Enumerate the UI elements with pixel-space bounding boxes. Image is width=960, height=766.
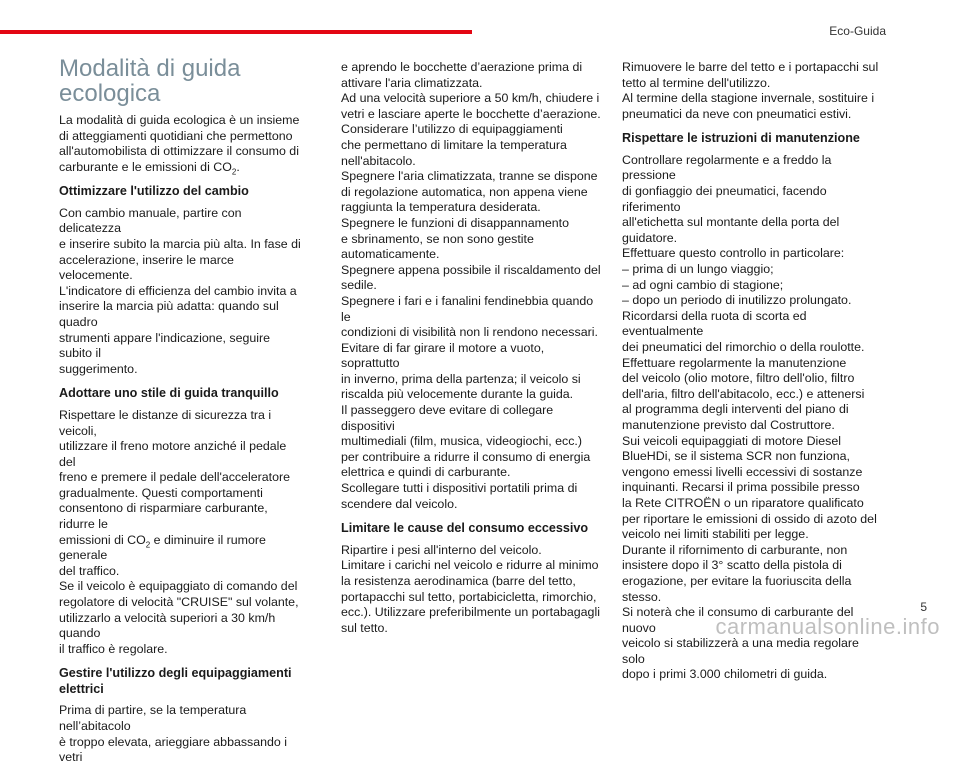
intro-paragraph — [59, 113, 305, 175]
intro-end: . — [236, 159, 240, 174]
paragraph-gearbox: Con cambio manuale, partire con delicatezza e inserire subito la marcia più alta. In fase di accelerazione, inserire le marce velocemente. L'indicatore di efficienza del cambio invita a inserire la marcia più adatta: quando sul quadro strumenti appare l'indicazione, seguire subito il suggerimento. — [59, 205, 301, 376]
watermark: carmanualsonline.info — [715, 614, 940, 639]
driving-style-text-b: e diminuire il rumore generale del traffico. Se il veicolo è equipaggiato di comando del regolatore di velocità "CRUISE" sul volante, utilizzarlo a velocità superiori a 30 km/h quando il traffico è regolare. — [59, 532, 299, 656]
heading-electrical-equipment: Gestire l'utilizzo degli equipaggiamenti elettrici — [59, 666, 292, 696]
paragraph-electrical-continued: e aprendo le bocchette d’aerazione prima di attivare l'aria climatizzata. Ad una velocità superiore a 50 km/h, chiudere i vetri e lasciare aperte le bocchette d’aerazione. Considerare l’utilizzo di equipaggiamenti che permettano di limitare la temperatura nell'abitacolo. Spegnere l'aria climatizzata, tranne se dispone di regolazione automatica, non appena viene raggiunta la temperatura desiderata. Spegnere le funzioni di disappannamento e sbrinamento, se non sono gestite automaticamente. Spegnere appena possibile il riscaldamento del sedile. Spegnere i fari e i fanalini fendinebbia quando le condizioni di visibilità non li rendono necessari. Evitare di far girare il motore a vuoto, soprattutto in inverno, prima della partenza; il veicolo si riscalda più velocemente durante la guida. Il passeggero deve evitare di collegare dispositivi multimediali (film, musica, videogiochi, ecc.) per contribuire a ridurre il consumo di energia elettrica e quindi di carburante. Scollegare tutti i dispositivi portatili prima di scendere dal veicolo. — [341, 60, 601, 511]
driving-style-text-a: Rispettare le distanze di sicurezza tra i veicoli, utilizzare il freno motore anziché il pedale del freno e premere il pedale dell'acceleratore gradualmente. Questi comportamenti consentono di risparmiare carburante, ridurre le emissioni di CO — [59, 407, 291, 547]
heading-driving-style: Adottare uno stile di guida tranquillo — [59, 386, 279, 401]
section-label: Eco-Guida — [829, 24, 886, 38]
page-title: Modalità di guida ecologica — [59, 55, 241, 107]
column-1 — [59, 56, 305, 766]
intro-text: La modalità di guida ecologica è un insieme di atteggiamenti quotidiani che permettono all'automobilista di ottimizzare il consumo di carburante e le emissioni di CO — [59, 113, 300, 174]
paragraph-excessive-consumption: Ripartire i pesi all'interno del veicolo. Limitare i carichi nel veicolo e ridurre al minimo la resistenza aerodinamica (barre del tetto, portapacchi sul tetto, portabicicletta, rimorchio, ecc.). Utilizzare preferibilmente un portabagagli sul tetto. — [341, 542, 600, 635]
driving-style-subscript: 2 — [145, 540, 151, 550]
column-2 — [341, 60, 605, 636]
heading-maintenance: Rispettare le istruzioni di manutenzione — [622, 131, 860, 146]
header-accent-bar — [0, 30, 472, 34]
paragraph-maintenance: Controllare regolarmente e a freddo la pressione di gonfiaggio dei pneumatici, facendo riferimento all'etichetta sul montante della porta del guidatore. Effettuare questo controllo in particolare: – prima di un lungo viaggio; – ad ogni cambio di stagione; – dopo un periodo di inutilizzo prolungato. Ricordarsi della ruota di scorta ed eventualmente dei pneumatici del rimorchio o della roulotte. Effettuare regolarmente la manutenzione del veicolo (olio motore, filtro dell'olio, filtro dell'aria, filtro dell'abitacolo, ecc.) e attenersi al programma degli interventi del piano di manutenzione previsto dal Costruttore. Sui veicoli equipaggiati di motore Diesel BlueHDi, se il sistema SCR non funziona, vengono emessi livelli eccessivi di sostanze inquinanti. Recarsi il prima possibile presso la Rete CITROËN o un riparatore qualificato per riportare le emissioni di ossido di azoto del veicolo nei limiti stabiliti per legge. Durante il rifornimento di carburante, non insistere dopo il 3° scatto della pistola di erogazione, per evitare la fuoriuscita della stesso. Si noterà che il consumo di carburante del nuovo veicolo si stabilizzerà a una media regolare solo dopo i primi 3.000 chilometri di guida. — [622, 152, 877, 682]
heading-excessive-consumption: Limitare le cause del consumo eccessivo — [341, 521, 589, 536]
paragraph-roof-bars: Rimuovere le barre del tetto e i portapacchi sul tetto al termine dell'utilizzo. Al termine della stagione invernale, sostituire i pneumatici da neve con pneumatici estivi. — [622, 60, 879, 121]
page-number: 5 — [920, 600, 927, 614]
paragraph-electrical-equipment: Prima di partire, se la temperatura nell’abitacolo è troppo elevata, arieggiare abbassando i vetri — [59, 703, 288, 765]
intro-subscript: 2 — [231, 167, 237, 177]
heading-gearbox: Ottimizzare l'utilizzo del cambio — [59, 184, 249, 199]
column-3 — [622, 60, 884, 683]
